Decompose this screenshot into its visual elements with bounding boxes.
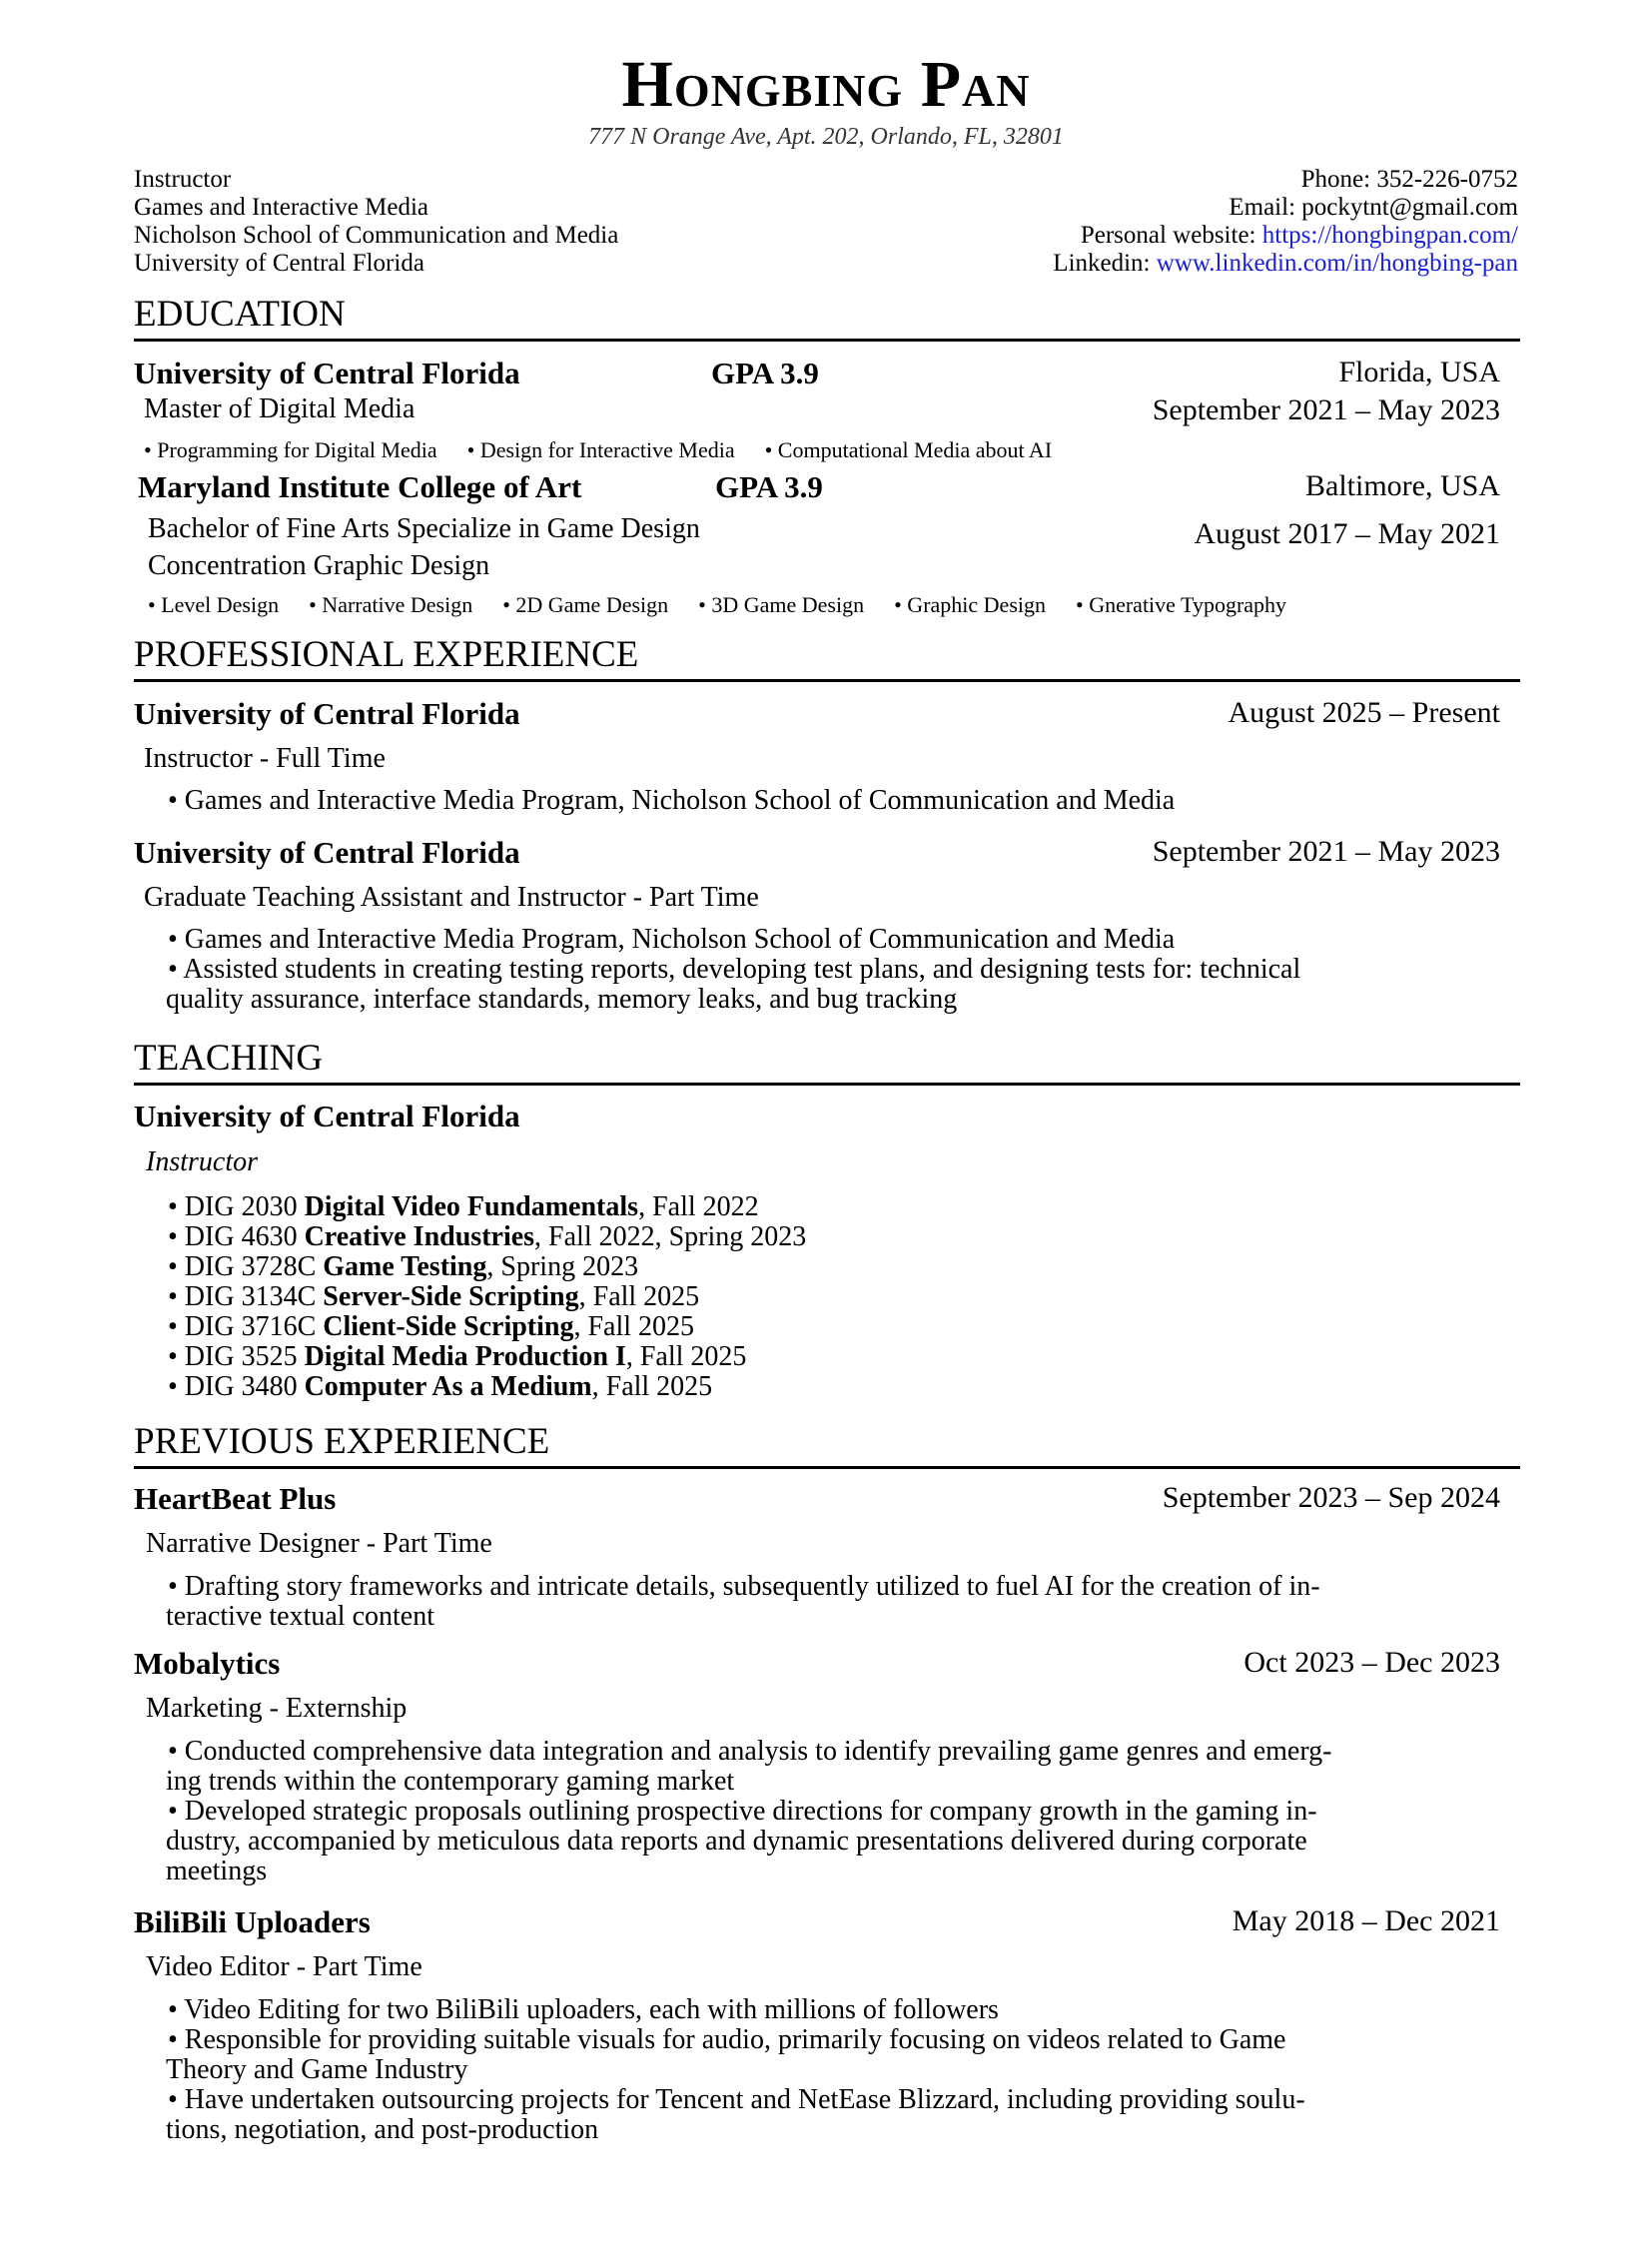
pro-job2-bullets	[168, 925, 1466, 1015]
affiliation-school: Nicholson School of Communication and Media	[134, 222, 619, 249]
email: Email: pockytnt@gmail.com	[1229, 194, 1518, 221]
course-code: • DIG 3525	[168, 1341, 305, 1372]
education-title: EDUCATION	[134, 296, 1520, 342]
prev-job1-role: Narrative Designer - Part Time	[146, 1528, 492, 1559]
mica-school: Maryland Institute College of Art	[138, 469, 582, 504]
course-tag: • Graphic Design	[894, 592, 1046, 617]
website-link[interactable]: https://hongbingpan.com/	[1261, 222, 1518, 249]
bullet-line: • Drafting story frameworks and intricate details, subsequently utilized to fuel AI for the creation of in-	[168, 1571, 1320, 1602]
course-name: Game Testing	[323, 1251, 487, 1282]
bullet-line: tions, negotiation, and post-production	[166, 2114, 599, 2145]
teaching-course	[168, 1222, 1466, 1252]
ucf-gpa: GPA 3.9	[711, 356, 819, 390]
teaching-course	[168, 1192, 1466, 1222]
prev-job2-bullets	[168, 1737, 1466, 1886]
teaching-role: Instructor	[146, 1146, 258, 1177]
prev-job3-dates: May 2018 – Dec 2021	[1232, 1904, 1500, 1937]
professional-section	[134, 636, 1520, 682]
mica-courses	[148, 592, 1316, 618]
prev-job2-dates: Oct 2023 – Dec 2023	[1243, 1646, 1500, 1679]
bullet-line: meetings	[166, 1856, 268, 1886]
prev-job3-role: Video Editor - Part Time	[146, 1951, 422, 1982]
prev-job2-role: Marketing - Externship	[146, 1693, 408, 1724]
course-tag: • Narrative Design	[309, 592, 473, 617]
course-tag: • 2D Game Design	[502, 592, 669, 617]
pro-job1-org: University of Central Florida	[134, 696, 520, 731]
linkedin-link[interactable]: www.linkedin.com/in/hongbing-pan	[1156, 250, 1518, 277]
pro-job2-org: University of Central Florida	[134, 835, 520, 870]
teaching-course	[168, 1282, 1466, 1312]
linkedin-line	[1053, 250, 1518, 278]
bullet-line: • Assisted students in creating testing reports, developing test plans, and designing tests for: technical	[168, 954, 1301, 985]
bullet-line: • Video Editing for two BiliBili uploaders, each with millions of followers	[168, 1994, 999, 2025]
bullet-line: ing trends within the contemporary gaming market	[166, 1766, 735, 1797]
teaching-course	[168, 1252, 1466, 1282]
course-name: Server-Side Scripting	[323, 1281, 579, 1312]
prev-job1-bullets	[168, 1572, 1466, 1632]
course-tag: • Level Design	[148, 592, 280, 617]
course-term: , Fall 2022	[638, 1191, 759, 1222]
ucf-location: Florida, USA	[1338, 356, 1500, 388]
course-tag: • Design for Interactive Media	[466, 437, 735, 462]
teaching-section	[134, 1040, 1520, 1086]
teaching-course	[168, 1342, 1466, 1372]
ucf-school: University of Central Florida	[134, 356, 520, 390]
teaching-course	[168, 1312, 1466, 1342]
bullet-line: • Responsible for providing suitable visuals for audio, primarily focusing on videos related to Game	[168, 2024, 1286, 2055]
bullet-line: • Developed strategic proposals outlining prospective directions for company growth in the gaming in-	[168, 1796, 1317, 1827]
teaching-org: University of Central Florida	[134, 1099, 520, 1133]
bullet-line: • Games and Interactive Media Program, Nicholson School of Communication and Media	[168, 924, 1176, 955]
bullet-line: teractive textual content	[166, 1601, 434, 1632]
website-line	[1053, 222, 1518, 250]
prev-job1-dates: September 2023 – Sep 2024	[1162, 1481, 1500, 1514]
course-name: Digital Video Fundamentals	[304, 1191, 639, 1222]
course-name: Creative Industries	[304, 1221, 535, 1252]
mica-dates: August 2017 – May 2021	[1194, 517, 1500, 550]
pro-job2-role: Graduate Teaching Assistant and Instructor - Part Time	[144, 882, 759, 913]
course-code: • DIG 3480	[168, 1371, 305, 1402]
affiliation-program: Games and Interactive Media	[134, 194, 429, 221]
teaching-course	[168, 1372, 1466, 1402]
mica-gpa: GPA 3.9	[715, 469, 823, 504]
bullet-line: • Conducted comprehensive data integration and analysis to identify prevailing game genres and emerg-	[168, 1736, 1332, 1767]
ucf-degree: Master of Digital Media	[144, 393, 415, 424]
pro-job1-role: Instructor - Full Time	[144, 743, 386, 774]
course-term: , Fall 2022, Spring 2023	[534, 1221, 807, 1252]
mica-degree: Bachelor of Fine Arts Specialize in Game Design	[148, 513, 700, 544]
prev-job1-org: HeartBeat Plus	[134, 1481, 337, 1516]
contact-block	[1053, 166, 1518, 278]
course-name: Computer As a Medium	[304, 1371, 592, 1402]
ucf-courses	[144, 437, 1082, 463]
bullet-line: • Have undertaken outsourcing projects for Tencent and NetEase Blizzard, including providing soulu-	[168, 2084, 1305, 2115]
prev-job3-org: BiliBili Uploaders	[134, 1904, 371, 1939]
teaching-courses	[168, 1192, 1466, 1402]
course-name: Client-Side Scripting	[323, 1311, 574, 1342]
course-term: , Fall 2025	[625, 1341, 747, 1372]
website-label: Personal website:	[1080, 222, 1262, 249]
pro-job2-dates: September 2021 – May 2023	[1152, 835, 1500, 868]
course-term: , Fall 2025	[578, 1281, 700, 1312]
course-tag: • Gnerative Typography	[1076, 592, 1287, 617]
pro-job1-bullets	[168, 786, 1466, 816]
course-code: • DIG 4630	[168, 1221, 305, 1252]
affiliation-university: University of Central Florida	[134, 250, 424, 277]
bullet-line: • Games and Interactive Media Program, Nicholson School of Communication and Media	[168, 785, 1176, 816]
mica-location: Baltimore, USA	[1305, 469, 1500, 502]
course-name: Digital Media Production I	[304, 1341, 626, 1372]
address: 777 N Orange Ave, Apt. 202, Orlando, FL, 32801	[588, 124, 1064, 150]
course-tag: • Computational Media about AI	[764, 437, 1053, 462]
affiliation-title: Instructor	[134, 166, 232, 193]
course-term: , Spring 2023	[486, 1251, 639, 1282]
course-tag: • 3D Game Design	[698, 592, 865, 617]
ucf-dates: September 2021 – May 2023	[1152, 393, 1500, 426]
bullet-line: dustry, accompanied by meticulous data reports and dynamic presentations delivered during corporate	[166, 1826, 1307, 1857]
linkedin-label: Linkedin:	[1053, 250, 1157, 277]
pro-job1-dates: August 2025 – Present	[1228, 696, 1500, 729]
course-tag: • Programming for Digital Media	[144, 437, 437, 462]
phone: Phone: 352-226-0752	[1300, 166, 1518, 193]
bullet-line: quality assurance, interface standards, memory leaks, and bug tracking	[166, 984, 958, 1015]
course-code: • DIG 2030	[168, 1191, 305, 1222]
affiliation-block	[134, 166, 618, 278]
prev-job3-bullets	[168, 1995, 1466, 2145]
course-code: • DIG 3716C	[168, 1311, 324, 1342]
prev-job2-org: Mobalytics	[134, 1646, 281, 1681]
course-code: • DIG 3728C	[168, 1251, 324, 1282]
course-code: • DIG 3134C	[168, 1281, 324, 1312]
mica-concentration: Concentration Graphic Design	[148, 550, 490, 581]
teaching-title: TEACHING	[134, 1040, 1520, 1086]
bullet-line: Theory and Game Industry	[166, 2054, 468, 2085]
previous-title: PREVIOUS EXPERIENCE	[134, 1423, 1520, 1469]
resume-name: Hongbing Pan	[621, 48, 1031, 121]
education-section	[134, 296, 1520, 342]
previous-section	[134, 1423, 1520, 1469]
professional-title: PROFESSIONAL EXPERIENCE	[134, 636, 1520, 682]
course-term: , Fall 2025	[573, 1311, 695, 1342]
course-term: , Fall 2025	[591, 1371, 713, 1402]
